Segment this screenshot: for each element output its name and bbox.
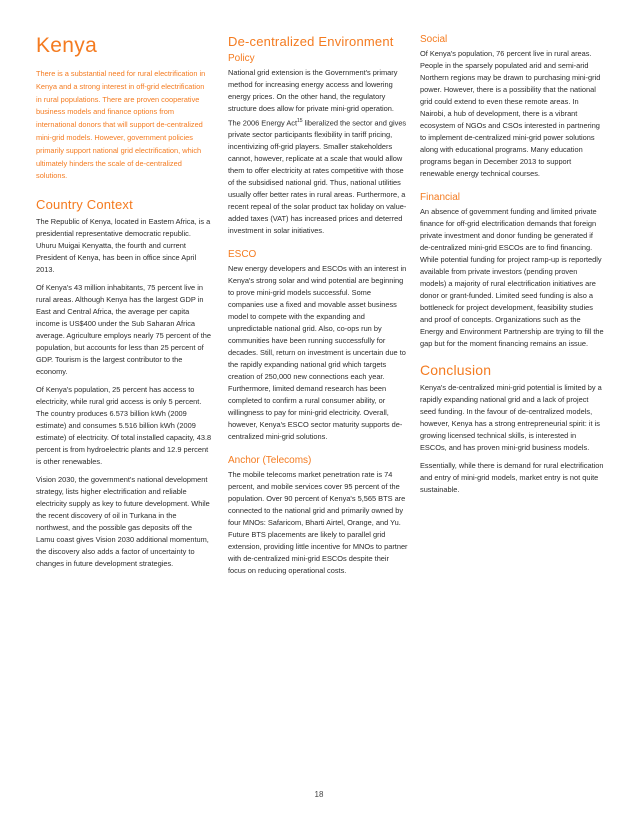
country-paragraph-3: Of Kenya's population, 25 percent has access to electricity, while rural grid access is only 5 percent. The country produces 6.573 billion kWh (2009 estimate) and consumes 5.516 billion kWh (2009 estimate) of electricity. Of total installed capacity, 43.8 percent is from hydroelectric plants and 12.9 percent is other renewables.: [36, 385, 212, 467]
country-paragraph-2: Of Kenya's 43 million inhabitants, 75 percent live in rural areas. Although Kenya has the largest GDP in East and Central Africa, the average per capita income is US$400 under the Sub Saharan Africa average. Agriculture employs nearly 75 percent of the population, but accounts for less than 25 percent of GDP. Tourism is the largest contributor to the economy.: [36, 283, 212, 377]
social-paragraph: Of Kenya's population, 76 percent live in rural areas. People in the sparsely populated arid and semi-arid Northern regions may be drawn to purchasing mini-grid power. However, there is a possibility that the national grid could extend to even these remote areas. In Nairobi, a hub of development, there is a vibrant ecosystem of NGOs and CSOs interested in partnering to implement de-centralized mini-grid power solutions along with educational programs. Many education programs began in December 2013 to support renewable energy technical courses.: [420, 49, 601, 178]
country-paragraph-1: The Republic of Kenya, located in Eastern Africa, is a presidential representative democratic republic. Uhuru Muigai Kenyatta, the fourth and current President of Kenya, has been in office since April 2013.: [36, 217, 211, 275]
page-number: 18: [314, 790, 324, 799]
policy-paragraph: [228, 67, 408, 237]
decentralized-environment-heading: De-centralized Environment: [228, 34, 394, 49]
social-heading: Social: [420, 34, 448, 45]
esco-paragraph: New energy developers and ESCOs with an interest in Kenya's strong solar and wind potential are beginning to prove mini-grid models successful. Some companies use a fixed and movable asset business model to compete with the expanding and unpredictable national grid. Also, co-ops run by communities have been running successfully for decades. Still, return on investment is uncertain due to the rapidly expanding national grid which targets creation of 250,000 new connections each year. Furthermore, limited demand research has been completed to confirm a rural consumer ability, or willingness to pay for mini-grid electricity. Overall, however, Kenya's ESCO sector maturity supports de-centralized mini-grid solutions.: [228, 264, 407, 442]
middle-column: [228, 34, 408, 583]
intro-summary: There is a substantial need for rural electrification in Kenya and a strong interest in off-grid electrification in rural populations. There are proven cooperative business models and finance options from international donors that will support de-centralized mini-grid models. However, government policies primarily support national grid electrification, which ultimately hinders the scale of de-centralized solutions.: [36, 69, 206, 181]
conclusion-paragraph-2: Essentially, while there is demand for rural electrification and entry of mini-grid models, market entry is not quite sustainable.: [420, 461, 604, 494]
footnote-marker: 15: [297, 118, 303, 124]
esco-heading: ESCO: [228, 249, 257, 261]
conclusion-paragraph-1: Kenya's de-centralized mini-grid potential is limited by a rapidly expanding national grid and a lack of project seed funding. In the favour of de-centralized models, however, Kenya has a strong entrepreneurial spirit: it is growing licensed technical skills, is interested in ESCOs, and has proven mini-grid business models.: [420, 383, 602, 452]
country-context-heading: Country Context: [36, 197, 133, 213]
policy-text-before: National grid extension is the Government's primary method for increasing energy access and lowering energy prices. On the other hand, the regulatory structure does allow for private mini-grid operation. The 2006 Energy Act: [228, 68, 398, 128]
financial-paragraph: An absence of government funding and limited private finance for off-grid electrification demands that foreign private investment and donor funding be generated if de-centralized mini-grid ESCOs are to find financing. While potential funding for project ramp-up is reportedly available from private investors (pending proven models) a majority of rural electrification initiatives are donor or grant-funded. Limited seed funding is also a bottleneck for project development, feasibility studies and proof of concepts. Organizations such as the Energy and Environment Partnership are trying to fill the gap but for the moment financing remains an issue.: [420, 207, 604, 348]
left-column: [36, 34, 212, 576]
anchor-telecoms-heading: Anchor (Telecoms): [228, 455, 312, 467]
country-paragraph-4: Vision 2030, the government's national development strategy, lists higher electrification and reliable electricity supply as key to future development. While the recent discovery of oil in Turkana in the northwest, and the possible gas deposits off the Lamu coast gives Vision 2030 additional momentum, the discovery also adds a factor of uncertainty to changes in future development strategies.: [36, 475, 210, 569]
financial-heading: Financial: [420, 192, 461, 203]
page-title: Kenya: [36, 34, 98, 57]
conclusion-heading: Conclusion: [420, 362, 492, 378]
policy-text-after: liberalized the sector and gives private sector participants flexibility in tariff pricing, incentivizing off-grid players. Smaller stakeholders cannot, however, replicate at a scale that would allow them to offer electricity at rates competitive with those of the subsidised national grid. Thus, national utilities usually offer better rates in rural areas. Furthermore, a recent repeal of the solar product tax holiday on value-added taxes (VAT) has increased prices and deterred investment in solar initiatives.: [228, 118, 407, 236]
anchor-paragraph: The mobile telecoms market penetration rate is 74 percent, and mobile services cover 95 percent of the population. Over 90 percent of Kenya's 5,565 BTS are connected to the national grid and primarily owned by four MNOs: Safaricom, Bharti Airtel, Orange, and Yu. Future BTS placements are likely to parallel grid extension, providing little incentive for MNOs to partner with de-centralized mini-grid ESCOs despite their focus on reducing operational costs.: [228, 470, 408, 576]
right-column: [420, 34, 604, 502]
policy-heading: Policy: [228, 53, 255, 64]
